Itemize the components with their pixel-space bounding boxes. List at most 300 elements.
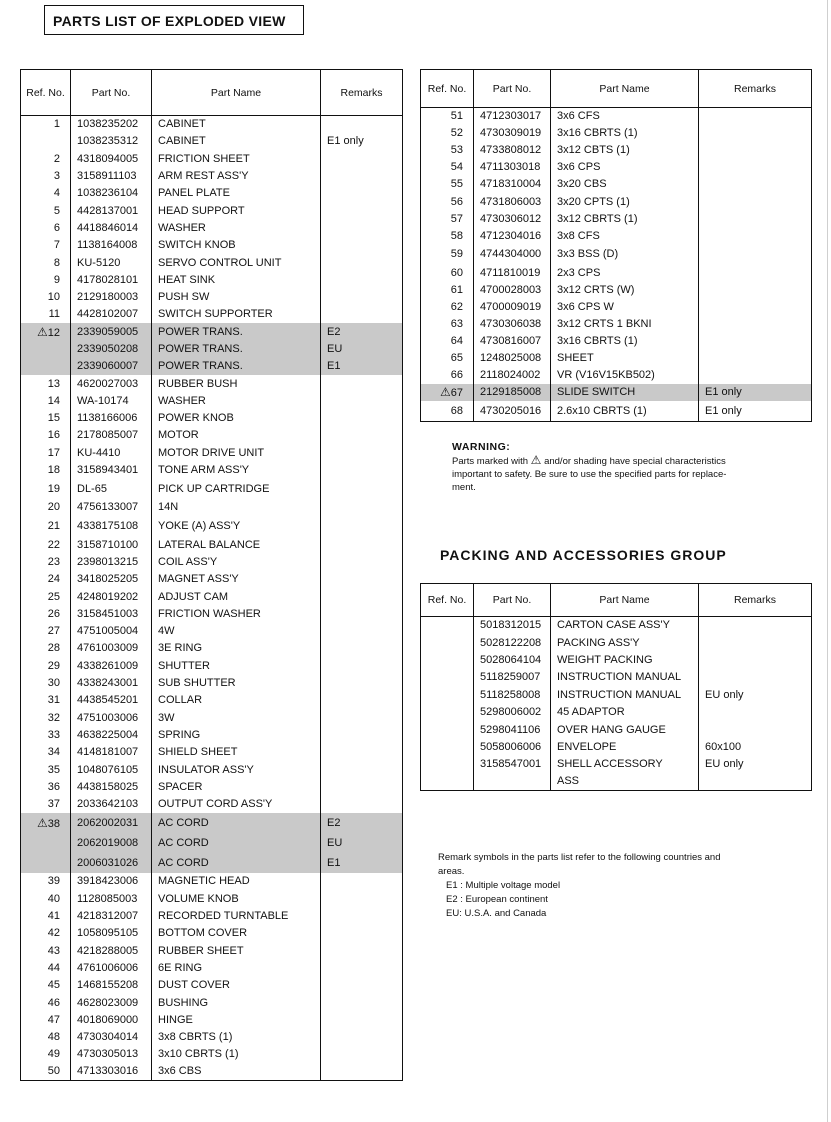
ref-cell	[21, 1063, 71, 1080]
remarks-cell	[699, 669, 812, 686]
ref-cell-text: 22	[47, 538, 60, 551]
part-no-cell-text: 4178028101	[77, 273, 139, 286]
part-no-cell	[71, 907, 152, 924]
part-no-cell-text: 5018312015	[480, 619, 542, 632]
remarks-cell	[699, 384, 812, 401]
table-row	[21, 674, 403, 691]
remarks-cell	[699, 244, 812, 264]
remarks-cell	[321, 994, 403, 1011]
table-row	[421, 669, 812, 686]
ref-cell-text: 56	[450, 195, 463, 208]
part-name-cell-text: SHUTTER	[158, 659, 210, 672]
part-name-cell	[551, 756, 699, 773]
ref-cell	[21, 795, 71, 812]
part-no-cell-text: KU-4410	[77, 446, 121, 459]
part-name-cell	[551, 651, 699, 668]
remarks-cell	[321, 873, 403, 890]
ref-cell-text: 45	[47, 979, 60, 992]
remark-code: E1 :	[446, 880, 463, 891]
part-name-cell	[152, 873, 321, 890]
part-no-cell	[71, 202, 152, 219]
part-no-cell-text: 5028122208	[480, 636, 542, 649]
ref-cell	[21, 640, 71, 657]
part-name-cell-text: 3x20 CPTS (1)	[557, 195, 630, 208]
part-no-cell	[474, 176, 551, 193]
table-row	[21, 795, 403, 812]
part-no-cell-text: 4730305013	[77, 1048, 139, 1061]
ref-cell-text: 8	[53, 256, 60, 269]
part-name-cell	[152, 890, 321, 907]
part-name-cell-text: PANEL PLATE	[158, 187, 230, 200]
ref-cell	[21, 271, 71, 288]
ref-cell	[21, 959, 71, 976]
remarks-cell	[321, 778, 403, 795]
part-no-cell-text: 4248019202	[77, 590, 139, 603]
part-no-cell	[71, 358, 152, 375]
part-no-cell-text: 5028064104	[480, 653, 542, 666]
part-name-cell-text: 4W	[158, 625, 175, 638]
part-name-cell-text: SERVO CONTROL UNIT	[158, 256, 282, 269]
ref-cell-text: 48	[47, 1031, 60, 1044]
part-no-cell	[71, 942, 152, 959]
ref-cell	[21, 674, 71, 691]
table-row	[21, 219, 403, 236]
ref-cell-text: 12	[47, 326, 60, 339]
part-no-cell	[71, 237, 152, 254]
part-no-cell	[71, 692, 152, 709]
ref-cell	[21, 219, 71, 236]
part-name-cell-text: VR (V16V15KB502)	[557, 369, 655, 382]
part-no-cell-text: DL-65	[77, 482, 107, 495]
part-no-cell-text: KU-5120	[77, 256, 121, 269]
ref-cell	[421, 384, 474, 401]
part-no-cell	[71, 516, 152, 536]
ref-cell-text: 47	[47, 1013, 60, 1026]
ref-cell-text: 20	[47, 501, 60, 514]
remarks-cell	[321, 726, 403, 743]
col-ref-no: Ref. No.	[421, 584, 474, 617]
part-no-cell-text: 5298006002	[480, 706, 542, 719]
ref-cell	[21, 536, 71, 553]
part-name-cell	[152, 959, 321, 976]
part-name-cell-text: CABINET	[158, 118, 206, 131]
part-name-cell-text: SLIDE SWITCH	[557, 386, 636, 399]
part-no-cell	[474, 721, 551, 738]
part-name-cell-text: 6E RING	[158, 961, 203, 974]
ref-cell	[21, 288, 71, 305]
part-no-cell-text: 4712304016	[480, 229, 542, 242]
ref-cell-text: 14	[47, 394, 60, 407]
ref-cell-text: 15	[47, 412, 60, 425]
part-name-cell-text: ASS	[557, 775, 580, 788]
part-name-cell	[152, 444, 321, 461]
ref-cell	[421, 298, 474, 315]
part-name-cell-text: SHELL ACCESSORY	[557, 758, 663, 771]
ref-cell-text: 31	[47, 694, 60, 707]
table-row	[21, 427, 403, 444]
part-no-cell	[71, 994, 152, 1011]
ref-cell-text: 46	[47, 996, 60, 1009]
table-row	[421, 316, 812, 333]
table-row	[421, 210, 812, 227]
part-name-cell-text: 3x6 CPS	[557, 161, 601, 174]
ref-cell	[21, 744, 71, 761]
part-no-cell-text: 4751003006	[77, 711, 139, 724]
part-name-cell-text: YOKE (A) ASS'Y	[158, 520, 241, 533]
part-no-cell	[71, 375, 152, 392]
table-row	[21, 588, 403, 605]
remarks-cell	[321, 571, 403, 588]
ref-cell	[21, 853, 71, 873]
ref-cell	[421, 210, 474, 227]
part-name-cell	[152, 1063, 321, 1080]
table-row	[421, 227, 812, 244]
part-name-cell-text: POWER TRANS.	[158, 343, 243, 355]
part-no-cell	[71, 1046, 152, 1063]
part-name-cell	[551, 617, 699, 634]
remarks-cell	[321, 340, 403, 357]
part-no-cell-text: 3158547001	[480, 758, 542, 771]
table-row	[21, 461, 403, 478]
part-no-cell-text: 2118024002	[480, 369, 541, 382]
ref-cell	[21, 813, 71, 833]
part-name-cell-text: SUB SHUTTER	[158, 677, 236, 690]
table-row	[21, 340, 403, 357]
ref-cell	[421, 142, 474, 159]
ref-cell	[21, 623, 71, 640]
remarks-cell	[321, 499, 403, 516]
remarks-cell	[321, 536, 403, 553]
part-no-cell-text: 4638225004	[77, 728, 139, 741]
remarks-cell	[321, 605, 403, 622]
part-name-cell-text: 3x12 CBTS (1)	[557, 144, 630, 157]
ref-cell	[21, 942, 71, 959]
ref-cell-text: 13	[47, 377, 60, 390]
part-name-cell-text: 3x8 CFS	[557, 229, 600, 242]
ref-cell-text: 35	[47, 763, 60, 776]
remarks-cell	[321, 202, 403, 219]
remarks-cell	[699, 721, 812, 738]
table-row	[421, 703, 812, 720]
remarks-cell	[699, 210, 812, 227]
remarks-cell	[321, 1028, 403, 1045]
remarks-cell	[321, 410, 403, 427]
part-name-cell	[152, 288, 321, 305]
ref-cell-text: 41	[47, 910, 60, 923]
ref-cell	[21, 358, 71, 375]
part-name-cell	[152, 185, 321, 202]
table-row	[21, 833, 403, 853]
ref-cell	[21, 375, 71, 392]
table-row	[421, 617, 812, 634]
ref-cell-text: 27	[47, 625, 60, 638]
part-no-cell-text: 5118259007	[480, 671, 541, 684]
table-row	[421, 193, 812, 210]
table-row	[21, 925, 403, 942]
part-no-cell-text: 1248025008	[480, 352, 542, 365]
table-row	[421, 142, 812, 159]
ref-cell	[21, 553, 71, 570]
ref-cell	[421, 756, 474, 773]
remarks-cell	[699, 350, 812, 367]
part-no-cell-text: 4700028003	[480, 283, 542, 296]
table-row	[421, 367, 812, 384]
ref-cell-text: 64	[450, 335, 463, 348]
part-name-cell-text: 3x6 CFS	[557, 110, 600, 123]
col-part-no: Part No.	[71, 70, 152, 116]
remarks-cell	[321, 288, 403, 305]
part-no-cell	[71, 427, 152, 444]
ref-cell-text: 2	[53, 152, 60, 165]
table-row	[21, 358, 403, 375]
remarks-cell	[321, 1063, 403, 1080]
remark-text-line1: Remark symbols in the parts list refer to the following countries and	[438, 852, 721, 863]
ref-cell	[21, 185, 71, 202]
remarks-cell	[699, 651, 812, 668]
remarks-cell	[321, 444, 403, 461]
part-no-cell-text: 1468155208	[77, 979, 139, 992]
part-name-cell-text: BOTTOM COVER	[158, 927, 248, 940]
part-no-cell-text: 4730306012	[480, 212, 542, 225]
part-no-cell-text: 3158911103	[77, 170, 137, 183]
table-row	[21, 726, 403, 743]
part-no-cell	[71, 813, 152, 833]
part-no-cell-text: 5118258008	[480, 688, 541, 701]
remarks-cell	[321, 813, 403, 833]
part-no-cell-text: 4018069000	[77, 1013, 139, 1026]
table-row	[421, 108, 812, 125]
part-name-cell	[152, 237, 321, 254]
part-no-cell-text: 4730304014	[77, 1031, 139, 1044]
part-no-cell	[474, 384, 551, 401]
packing-table	[420, 583, 812, 791]
part-no-cell	[474, 703, 551, 720]
table-row	[21, 853, 403, 873]
col-remarks: Remarks	[699, 70, 812, 108]
remark-desc: Multiple voltage model	[465, 880, 561, 891]
part-name-cell-text: HEAT SINK	[158, 273, 216, 286]
table-row	[21, 271, 403, 288]
part-name-cell	[152, 427, 321, 444]
part-name-cell	[551, 367, 699, 384]
part-no-cell-text: 2178085007	[77, 429, 139, 442]
part-no-cell	[474, 264, 551, 281]
remarks-cell	[321, 709, 403, 726]
part-name-cell	[152, 605, 321, 622]
ref-cell	[421, 316, 474, 333]
table-row	[21, 375, 403, 392]
ref-cell	[421, 773, 474, 790]
remarks-cell	[321, 254, 403, 271]
part-name-cell-text: RECORDED TURNTABLE	[158, 910, 289, 923]
ref-cell-text: 60	[450, 266, 463, 279]
part-name-cell-text: SPRING	[158, 728, 201, 741]
ref-cell-text: 63	[450, 318, 463, 331]
remarks-cell	[321, 692, 403, 709]
ref-cell-text: 21	[47, 520, 60, 533]
part-name-cell	[152, 674, 321, 691]
table-row	[21, 444, 403, 461]
part-no-cell-text: 3158943401	[77, 464, 139, 477]
table-row	[421, 401, 812, 421]
part-name-cell-text: MAGNETIC HEAD	[158, 875, 250, 888]
table-row	[21, 1028, 403, 1045]
ref-cell-text: 34	[47, 746, 60, 759]
remarks-cell	[321, 150, 403, 167]
part-no-cell-text: 4418846014	[77, 221, 139, 234]
warning-triangle-icon: ⚠	[36, 815, 48, 830]
part-name-cell	[152, 219, 321, 236]
remarks-cell	[699, 367, 812, 384]
remark-code: EU:	[446, 908, 462, 919]
part-no-cell	[71, 461, 152, 478]
remarks-cell	[321, 907, 403, 924]
part-no-cell	[71, 890, 152, 907]
table-row	[21, 640, 403, 657]
remarks-cell	[321, 744, 403, 761]
warning-text-a: Parts marked with	[452, 456, 529, 467]
part-no-cell-text: 3158710100	[77, 538, 139, 551]
part-no-cell	[474, 634, 551, 651]
remarks-cell	[699, 125, 812, 142]
warning-triangle-icon: ⚠	[36, 324, 48, 339]
remarks-cell	[321, 588, 403, 605]
ref-cell	[21, 588, 71, 605]
part-name-cell-text: 3x12 CBRTS (1)	[557, 212, 638, 225]
remarks-cell-text: E1	[327, 360, 341, 373]
remarks-cell	[321, 306, 403, 323]
part-no-cell-text: 4711303018	[480, 161, 541, 174]
remarks-cell	[321, 479, 403, 499]
remarks-cell	[699, 401, 812, 421]
ref-cell	[21, 1046, 71, 1063]
ref-cell	[421, 686, 474, 703]
part-no-cell-text: 4428137001	[77, 204, 139, 217]
ref-cell-text: 38	[47, 817, 60, 830]
remarks-cell	[321, 185, 403, 202]
part-name-cell	[152, 1028, 321, 1045]
part-no-cell	[71, 536, 152, 553]
part-name-cell	[152, 726, 321, 743]
ref-cell	[21, 444, 71, 461]
ref-cell-text: 66	[450, 369, 463, 382]
part-name-cell-text: PACKING ASS'Y	[557, 636, 640, 649]
ref-cell	[421, 227, 474, 244]
remarks-cell	[699, 298, 812, 315]
ref-cell	[21, 516, 71, 536]
part-no-cell	[71, 1028, 152, 1045]
part-name-cell	[551, 159, 699, 176]
part-name-cell	[152, 1011, 321, 1028]
remarks-cell	[321, 392, 403, 409]
part-no-cell	[474, 142, 551, 159]
ref-cell-text: 68	[450, 404, 463, 417]
col-part-no: Part No.	[474, 584, 551, 617]
ref-cell-text: 40	[47, 892, 60, 905]
part-name-cell	[551, 264, 699, 281]
ref-cell	[21, 461, 71, 478]
part-name-cell	[152, 358, 321, 375]
ref-cell-text: 23	[47, 555, 60, 568]
ref-cell-text: 11	[48, 308, 60, 321]
part-name-cell-text: RUBBER SHEET	[158, 944, 244, 957]
table-row	[421, 384, 812, 401]
table-row	[421, 350, 812, 367]
ref-cell-text: 3	[53, 170, 60, 183]
part-name-cell	[152, 588, 321, 605]
part-no-cell-text: 4730816007	[480, 335, 542, 348]
part-name-cell-text: 3x3 BSS (D)	[557, 248, 619, 261]
ref-cell	[21, 925, 71, 942]
part-no-cell-text: 4148181007	[77, 746, 139, 759]
remarks-cell-text: E2	[327, 325, 341, 338]
ref-cell	[421, 281, 474, 298]
part-no-cell-text: 2339060007	[77, 360, 139, 373]
part-no-cell	[71, 306, 152, 323]
remark-symbol-eu	[438, 907, 828, 921]
part-name-cell-text: ADJUST CAM	[158, 590, 229, 603]
part-no-cell-text: 4318094005	[77, 152, 139, 165]
part-name-cell-text: 2.6x10 CBRTS (1)	[557, 404, 647, 417]
part-no-cell	[71, 833, 152, 853]
part-no-cell-text: 2062019008	[77, 836, 139, 849]
part-no-cell	[71, 977, 152, 994]
remarks-cell	[321, 375, 403, 392]
remarks-cell	[321, 516, 403, 536]
part-no-cell	[474, 316, 551, 333]
part-name-cell	[152, 375, 321, 392]
col-ref-no: Ref. No.	[21, 70, 71, 116]
ref-cell-text: 55	[450, 178, 463, 191]
part-name-cell-text: OVER HANG GAUGE	[557, 723, 666, 736]
part-no-cell	[71, 761, 152, 778]
part-name-cell-text: SPACER	[158, 780, 203, 793]
part-name-cell	[551, 281, 699, 298]
part-name-cell-text: COLLAR	[158, 694, 203, 707]
warning-triangle-icon: ⚠	[439, 385, 451, 400]
part-name-cell-text: 3x12 CRTS (W)	[557, 283, 635, 296]
table-row	[21, 571, 403, 588]
part-no-cell	[71, 605, 152, 622]
part-no-cell-text: 4712303017	[480, 110, 542, 123]
remarks-cell-text: E1	[327, 856, 341, 869]
remarks-cell	[699, 686, 812, 703]
part-no-cell-text: 4338261009	[77, 659, 139, 672]
table-row	[421, 686, 812, 703]
part-no-cell-text: 4218288005	[77, 944, 139, 957]
part-name-cell	[551, 773, 699, 790]
ref-cell-text: 36	[47, 780, 60, 793]
part-no-cell	[71, 623, 152, 640]
remarks-cell-text: EU only	[705, 688, 744, 701]
part-name-cell	[152, 392, 321, 409]
warning-heading: WARNING:	[452, 441, 511, 453]
part-no-cell-text: 4713303016	[77, 1065, 139, 1078]
remarks-cell-text: E1 only	[327, 135, 364, 148]
ref-cell	[421, 721, 474, 738]
table-row	[21, 323, 403, 340]
part-name-cell-text: 3E RING	[158, 642, 203, 655]
table-row	[421, 125, 812, 142]
remarks-cell	[699, 193, 812, 210]
part-no-cell-text: 1048076105	[77, 763, 139, 776]
col-remarks: Remarks	[699, 584, 812, 617]
part-no-cell-text: 4718310004	[480, 178, 542, 191]
part-name-cell	[551, 244, 699, 264]
col-part-name: Part Name	[551, 584, 699, 617]
ref-cell-text: 65	[450, 352, 463, 365]
remarks-cell	[321, 833, 403, 853]
